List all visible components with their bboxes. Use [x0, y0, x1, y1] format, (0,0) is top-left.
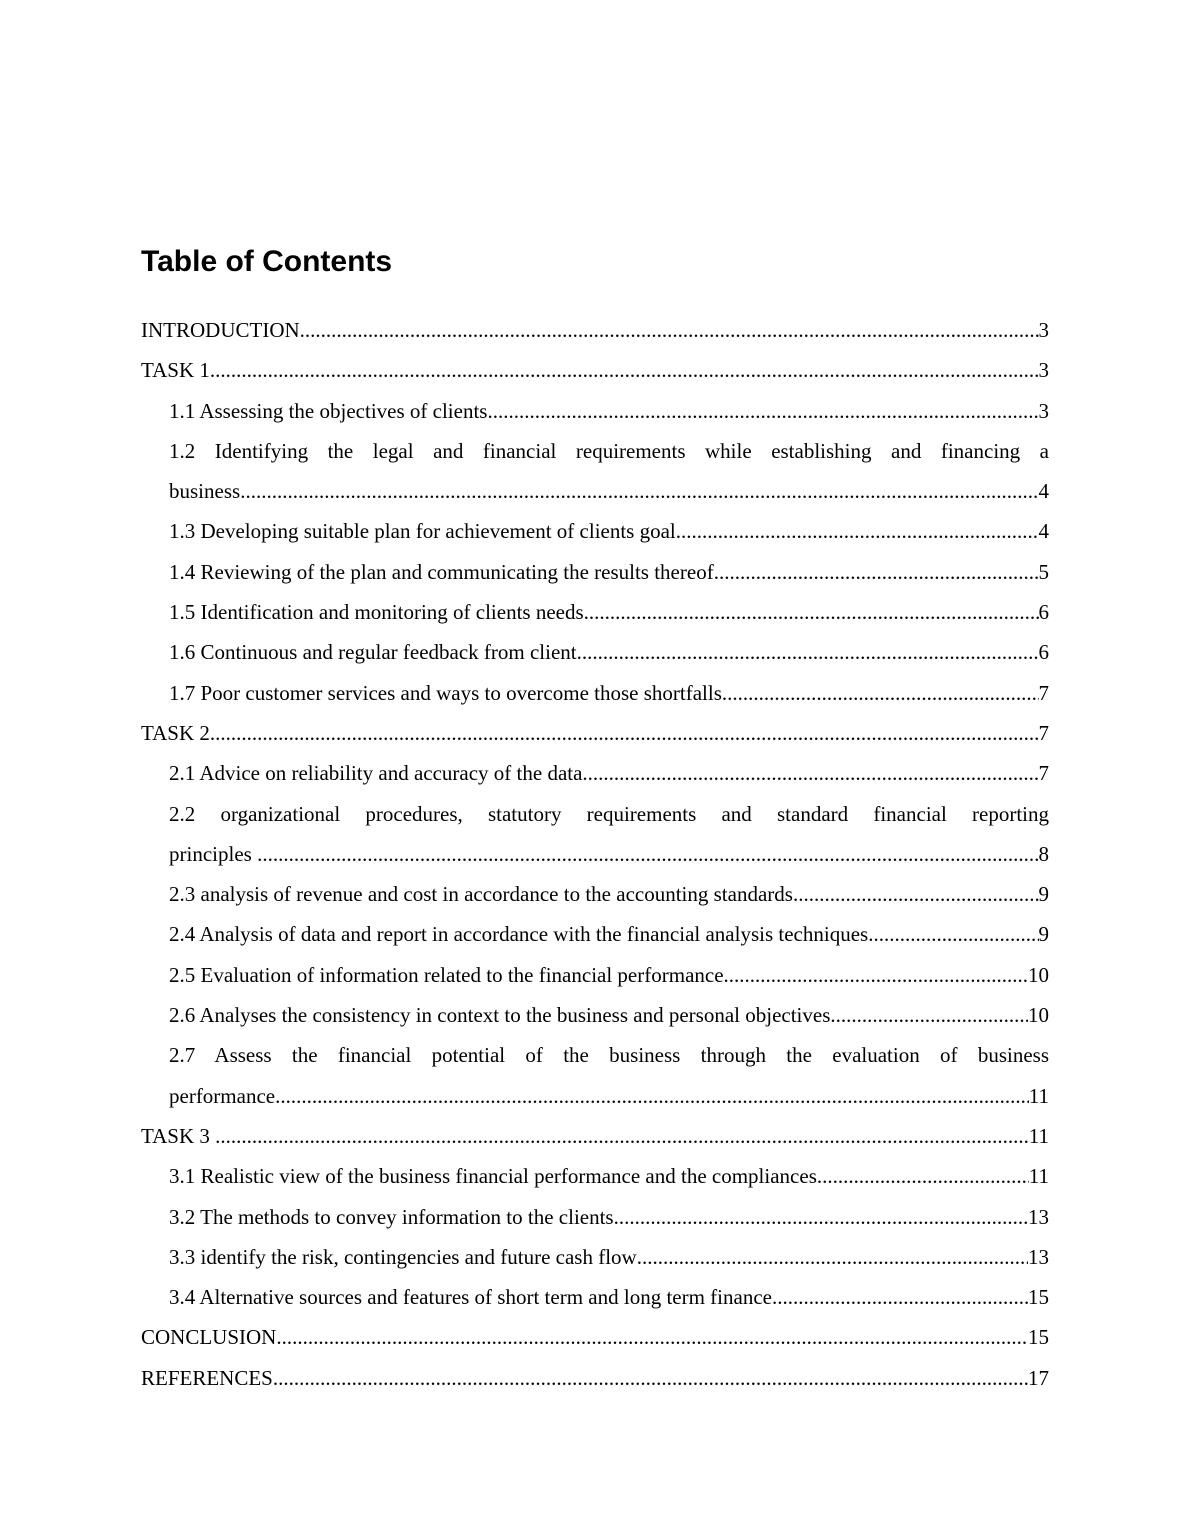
toc-page-number: 8	[1038, 841, 1049, 866]
document-page	[141, 240, 1049, 1398]
toc-leader-dots	[582, 753, 1038, 793]
toc-entry-line2	[169, 1076, 1049, 1116]
toc-entry-label: 2.6 Analyses the consistency in context to the business and personal objectives	[169, 1003, 831, 1028]
toc-page-number: 9	[1038, 882, 1049, 907]
toc-page-number: 15	[1028, 1285, 1049, 1310]
toc-entry-label: 1.3 Developing suitable plan for achievement of clients goal	[169, 519, 676, 544]
toc-entry-label: REFERENCES	[141, 1365, 273, 1390]
toc-entry-label: 2.5 Evaluation of information related to the financial performance	[169, 962, 724, 987]
toc-page-number: 7	[1038, 680, 1049, 705]
toc-leader-dots	[210, 350, 1039, 390]
toc-leader-dots	[817, 1156, 1029, 1196]
toc-page-number: 13	[1028, 1204, 1049, 1229]
toc-leader-dots	[210, 713, 1039, 753]
toc-leader-dots	[772, 1277, 1028, 1317]
toc-leader-dots	[276, 1317, 1028, 1357]
toc-page-number: 10	[1028, 962, 1049, 987]
toc-leader-dots	[487, 391, 1038, 431]
toc-page-number: 4	[1038, 519, 1049, 544]
toc-page-number: 7	[1038, 720, 1049, 745]
toc-page-number: 6	[1038, 600, 1049, 625]
toc-entry-label: 1.5 Identification and monitoring of clients needs	[169, 600, 584, 625]
toc-entry-1-2[interactable]	[141, 431, 1049, 512]
toc-entry-1-6[interactable]	[141, 632, 1049, 672]
toc-entry-label-line2: performance	[169, 1083, 276, 1108]
toc-page-number: 7	[1038, 761, 1049, 786]
toc-leader-dots	[273, 1358, 1028, 1398]
toc-entry-label: 2.3 analysis of revenue and cost in accordance to the accounting standards	[169, 882, 793, 907]
toc-entry-2-6[interactable]	[141, 995, 1049, 1035]
toc-entry-2-3[interactable]	[141, 874, 1049, 914]
toc-title: Table of Contents	[141, 245, 393, 278]
toc-entry-label: TASK 3	[141, 1123, 216, 1148]
toc-entry-label: TASK 2	[141, 720, 210, 745]
toc-entry-2-2[interactable]	[141, 794, 1049, 875]
toc-page-number: 15	[1028, 1325, 1049, 1350]
toc-page-number: 3	[1038, 398, 1049, 423]
toc-leader-dots	[868, 914, 1038, 954]
toc-entry-label: 3.1 Realistic view of the business financial performance and the compliances	[169, 1164, 817, 1189]
toc-entry-label: 2.1 Advice on reliability and accuracy of the data	[169, 761, 583, 786]
toc-entry-2-1[interactable]	[141, 753, 1049, 793]
toc-entry-1-1[interactable]	[141, 391, 1049, 431]
toc-entry-1-5[interactable]	[141, 592, 1049, 632]
toc-entry-references[interactable]	[141, 1358, 1049, 1398]
toc-entry-label: 1.1 Assessing the objectives of clients	[169, 398, 488, 423]
toc-entry-label: CONCLUSION	[141, 1325, 277, 1350]
toc-page-number: 9	[1038, 922, 1049, 947]
toc-leader-dots	[722, 673, 1039, 713]
toc-leader-dots	[275, 1076, 1029, 1116]
toc-page-number: 11	[1028, 1123, 1049, 1148]
toc-page-number: 17	[1028, 1365, 1049, 1390]
toc-entry-label: 3.4 Alternative sources and features of short term and long term finance	[169, 1285, 772, 1310]
toc-page-number: 4	[1038, 479, 1049, 504]
toc-entry-label-line1: 2.2 organizational procedures, statutory requirements and standard financial reporting	[169, 801, 1049, 826]
toc-leader-dots	[676, 511, 1039, 551]
toc-entry-1-4[interactable]	[141, 552, 1049, 592]
toc-entry-2-7[interactable]	[141, 1035, 1049, 1116]
toc-entry-task-1[interactable]	[141, 350, 1049, 390]
toc-entry-label: 1.7 Poor customer services and ways to overcome those shortfalls	[169, 680, 722, 705]
toc-entry-1-3[interactable]	[141, 511, 1049, 551]
toc-entry-3-4[interactable]	[141, 1277, 1049, 1317]
toc-leader-dots	[714, 552, 1039, 592]
toc-leader-dots	[577, 632, 1039, 672]
toc-leader-dots	[830, 995, 1028, 1035]
toc-entry-label: 3.3 identify the risk, contingencies and future cash flow	[169, 1244, 637, 1269]
toc-entry-label-line2: business	[169, 479, 241, 504]
toc-entry-introduction[interactable]	[141, 310, 1049, 350]
toc-entry-label-line1: 2.7 Assess the financial potential of the business through the evaluation of business	[169, 1043, 1049, 1068]
toc-entry-label-line2: principles	[169, 841, 258, 866]
toc-entry-2-5[interactable]	[141, 955, 1049, 995]
toc-leader-dots	[793, 874, 1039, 914]
toc-leader-dots	[257, 834, 1038, 874]
toc-leader-dots	[300, 310, 1039, 350]
toc-leader-dots	[240, 471, 1038, 511]
toc-page-number: 6	[1038, 640, 1049, 665]
toc-page-number: 3	[1038, 358, 1049, 383]
toc-entry-label: 3.2 The methods to convey information to the clients	[169, 1204, 614, 1229]
toc-page-number: 3	[1038, 318, 1049, 342]
toc-entry-label-line1: 1.2 Identifying the legal and financial requirements while establishing and financing a	[169, 438, 1049, 463]
toc-leader-dots	[724, 955, 1028, 995]
toc-entry-3-3[interactable]	[141, 1237, 1049, 1277]
toc-entry-line2	[169, 834, 1049, 874]
toc-entry-task-3[interactable]	[141, 1116, 1049, 1156]
toc-leader-dots	[584, 592, 1039, 632]
toc-entry-label: 1.6 Continuous and regular feedback from client	[169, 640, 577, 665]
toc-page-number: 13	[1028, 1244, 1049, 1269]
toc-page-number: 11	[1028, 1164, 1049, 1189]
toc-entry-1-7[interactable]	[141, 673, 1049, 713]
toc-leader-dots	[215, 1116, 1029, 1156]
toc-entry-3-1[interactable]	[141, 1156, 1049, 1196]
toc-leader-dots	[614, 1197, 1028, 1237]
toc-entry-label: INTRODUCTION	[141, 318, 300, 342]
toc-entry-line2	[169, 471, 1049, 511]
toc-page-number: 10	[1028, 1003, 1049, 1028]
toc-entry-2-4[interactable]	[141, 914, 1049, 954]
toc-entry-conclusion[interactable]	[141, 1317, 1049, 1357]
toc-entry-3-2[interactable]	[141, 1197, 1049, 1237]
toc-entry-label: 1.4 Reviewing of the plan and communicating the results thereof	[169, 559, 714, 584]
toc-entry-label: TASK 1	[141, 358, 210, 383]
toc-leader-dots	[637, 1237, 1028, 1277]
toc-entry-label: 2.4 Analysis of data and report in accordance with the financial analysis techniques	[169, 922, 869, 947]
toc-entry-task-2[interactable]	[141, 713, 1049, 753]
toc-page-number: 11	[1028, 1083, 1049, 1108]
toc-page-number: 5	[1038, 559, 1049, 584]
